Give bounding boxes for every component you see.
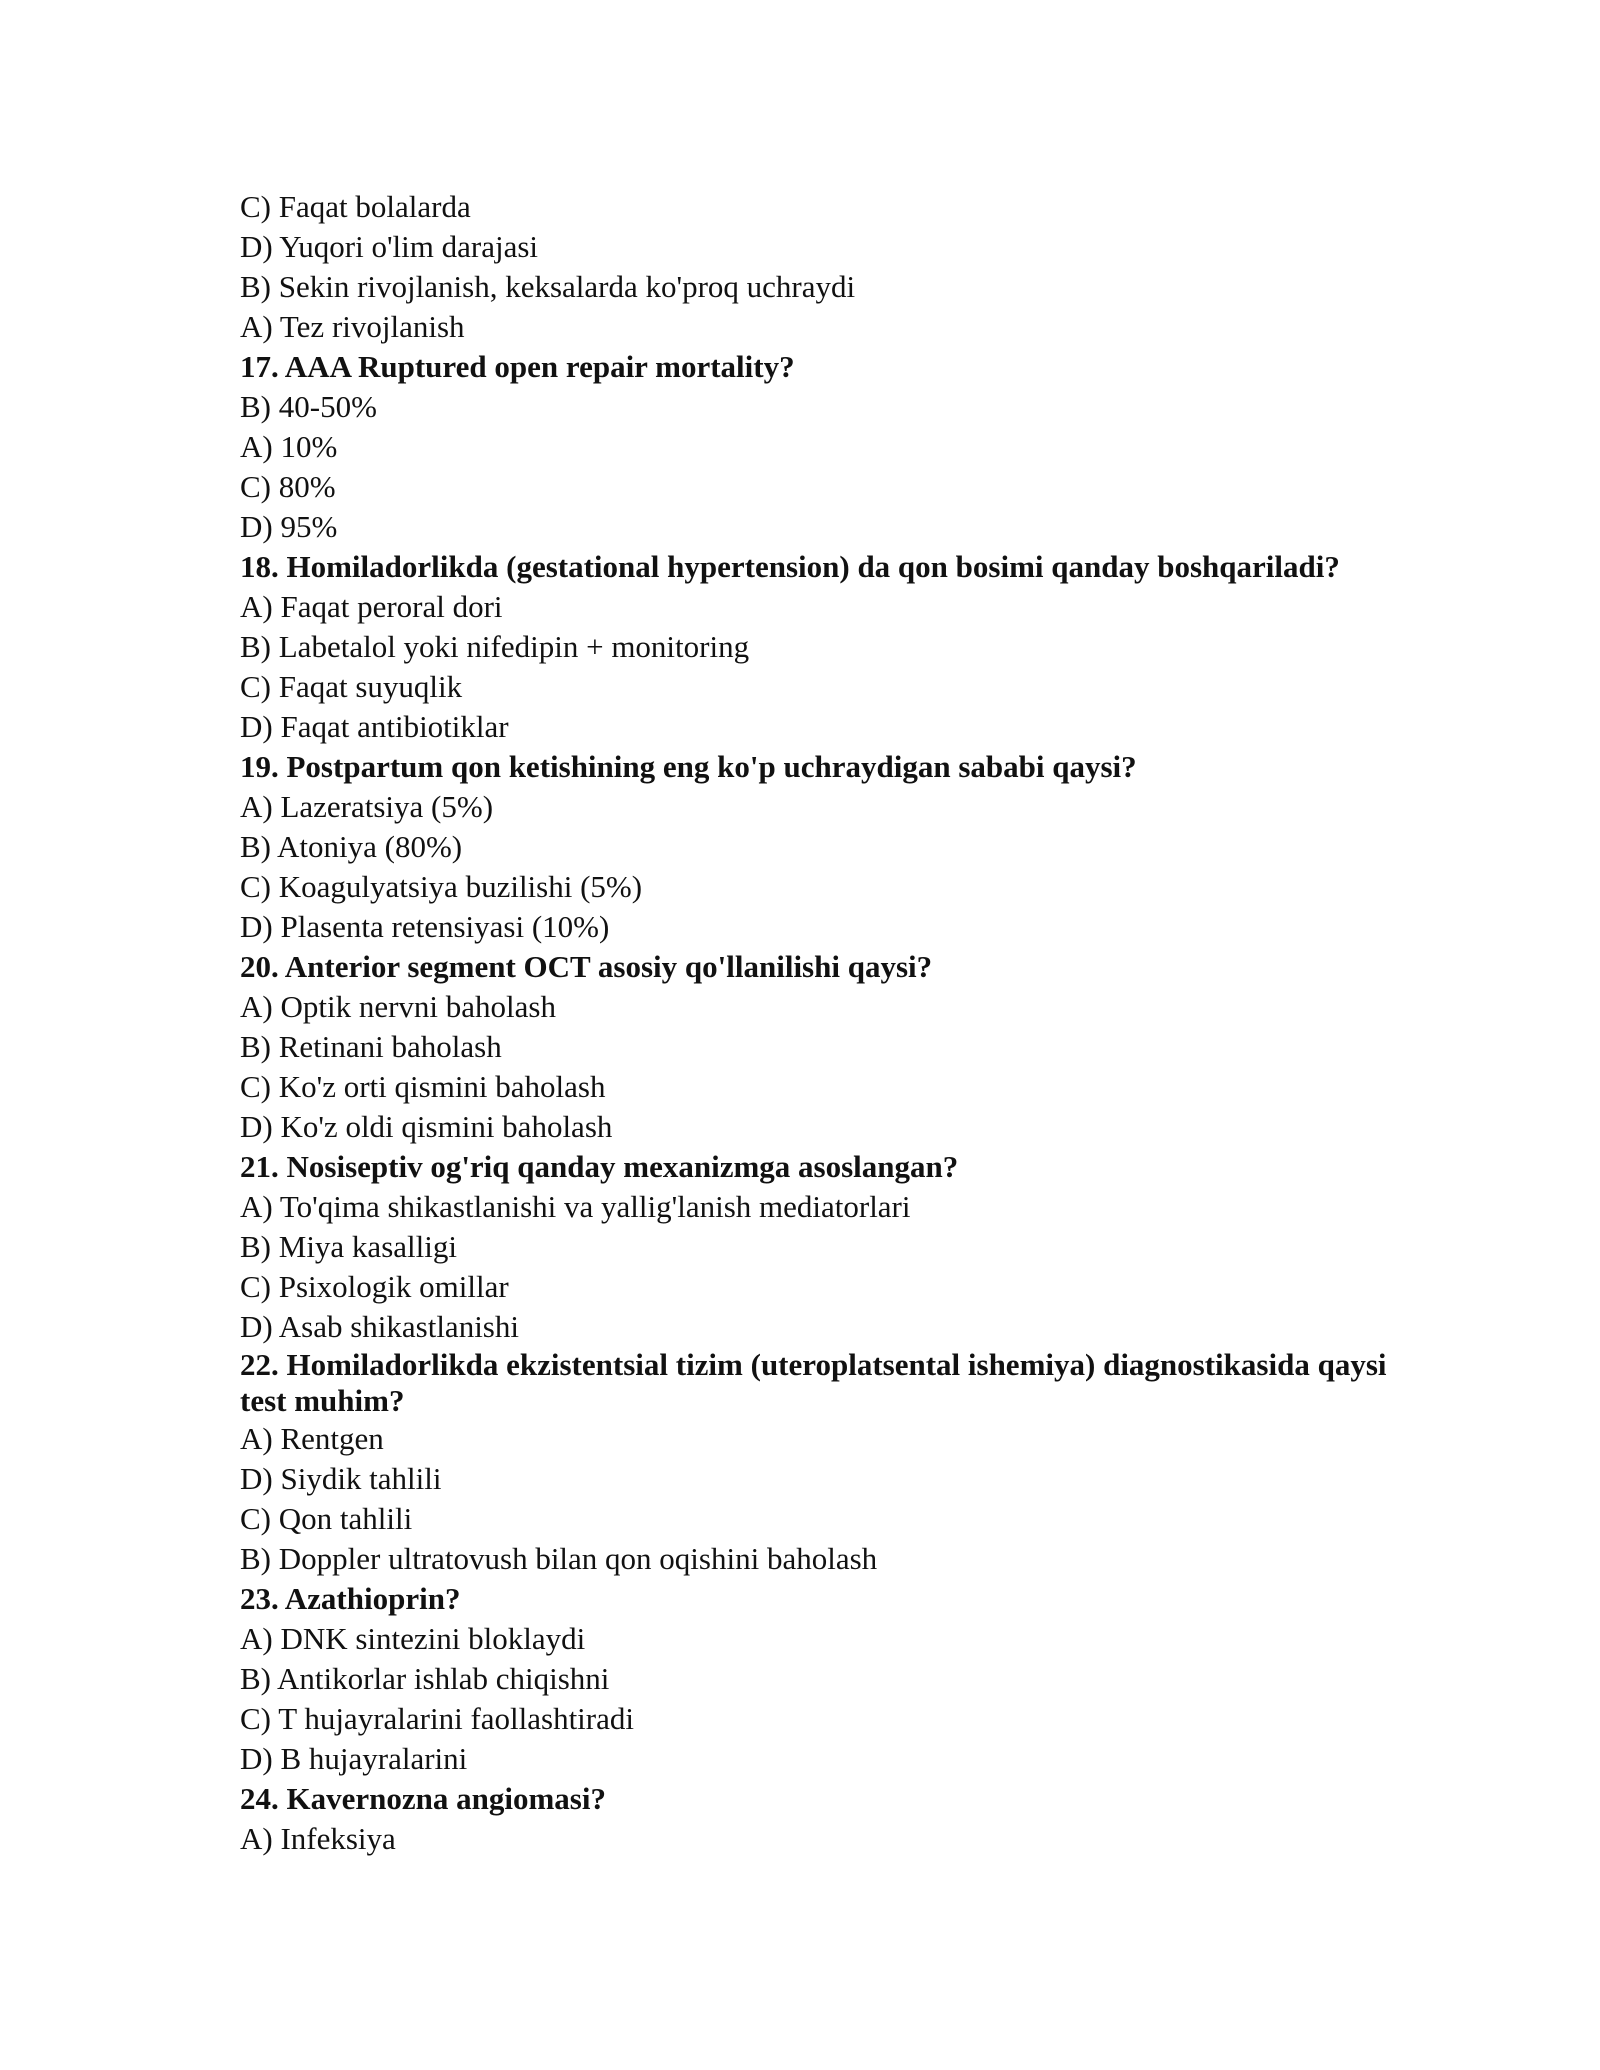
question-text: 22. Homiladorlikda ekzistentsial tizim (uteroplatsental ishemiya) diagnostikasida qaysi test muhim? xyxy=(240,1347,1387,1418)
question-text: 17. AAA Ruptured open repair mortality? xyxy=(240,349,795,384)
answer-option: A) Infeksiya xyxy=(240,1821,396,1856)
answer-option: D) Yuqori o'lim darajasi xyxy=(240,229,539,264)
answer-option: A) 10% xyxy=(240,429,338,464)
answer-option: A) Faqat peroral dori xyxy=(240,589,503,624)
answer-option: C) Koagulyatsiya buzilishi (5%) xyxy=(240,869,643,904)
answer-option: A) Lazeratsiya (5%) xyxy=(240,789,494,824)
answer-option: B) Atoniya (80%) xyxy=(240,829,463,864)
answer-option: D) Asab shikastlanishi xyxy=(240,1309,519,1344)
answer-option: A) Tez rivojlanish xyxy=(240,309,465,344)
answer-option: A) Optik nervni baholash xyxy=(240,989,556,1024)
answer-option: A) DNK sintezini bloklaydi xyxy=(240,1621,586,1656)
answer-option: D) B hujayralarini xyxy=(240,1741,468,1776)
question-text: 21. Nosiseptiv og'riq qanday mexanizmga asoslangan? xyxy=(240,1149,959,1184)
answer-option: C) Ko'z orti qismini baholash xyxy=(240,1069,606,1104)
answer-option: C) 80% xyxy=(240,469,336,504)
answer-option: B) 40-50% xyxy=(240,389,377,424)
answer-option: C) Faqat suyuqlik xyxy=(240,669,463,704)
question-text: 19. Postpartum qon ketishining eng ko'p uchraydigan sababi qaysi? xyxy=(240,749,1137,784)
answer-option: A) To'qima shikastlanishi va yallig'lanish mediatorlari xyxy=(240,1189,911,1224)
answer-option: D) Plasenta retensiyasi (10%) xyxy=(240,909,610,944)
answer-option: C) Qon tahlili xyxy=(240,1501,413,1536)
answer-option: B) Antikorlar ishlab chiqishni xyxy=(240,1661,610,1696)
answer-option: B) Sekin rivojlanish, keksalarda ko'proq uchraydi xyxy=(240,269,856,304)
answer-option: D) Siydik tahlili xyxy=(240,1461,442,1496)
answer-option: C) Psixologik omillar xyxy=(240,1269,509,1304)
answer-option: D) Faqat antibiotiklar xyxy=(240,709,509,744)
quiz-content xyxy=(240,187,1420,1859)
answer-option: B) Labetalol yoki nifedipin + monitoring xyxy=(240,629,750,664)
answer-option: B) Miya kasalligi xyxy=(240,1229,457,1264)
answer-option: D) 95% xyxy=(240,509,338,544)
answer-option: D) Ko'z oldi qismini baholash xyxy=(240,1109,613,1144)
question-text: 23. Azathioprin? xyxy=(240,1581,461,1616)
answer-option: C) Faqat bolalarda xyxy=(240,189,471,224)
answer-option: C) T hujayralarini faollashtiradi xyxy=(240,1701,634,1736)
answer-option: B) Doppler ultratovush bilan qon oqishini baholash xyxy=(240,1541,878,1576)
question-text: 20. Anterior segment OCT asosiy qo'llanilishi qaysi? xyxy=(240,949,933,984)
answer-option: A) Rentgen xyxy=(240,1421,384,1456)
answer-option: B) Retinani baholash xyxy=(240,1029,502,1064)
question-text: 18. Homiladorlikda (gestational hypertension) da qon bosimi qanday boshqariladi? xyxy=(240,549,1340,584)
question-text: 24. Kavernozna angiomasi? xyxy=(240,1781,606,1816)
